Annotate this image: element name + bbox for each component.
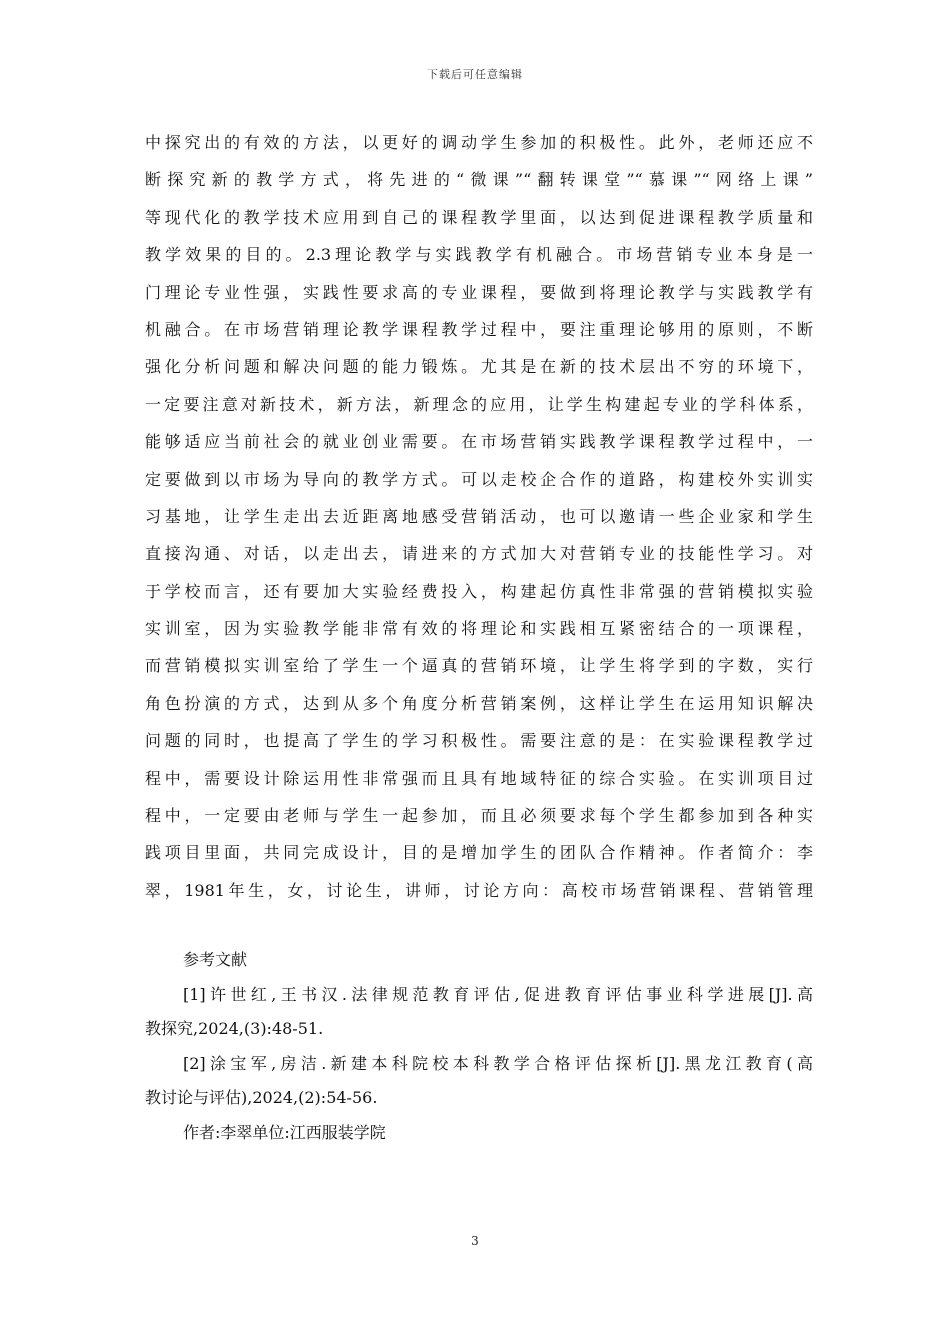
body-line: 而营销模拟实训室给了学生一个逼真的营销环境，让学生将学到的字数，实行: [145, 656, 813, 676]
body-line: 一定要注意对新技术，新方法，新理念的应用，让学生构建起专业的学科体系，: [145, 394, 813, 414]
body-line: 中探究出的有效的方法，以更好的调动学生参加的积极性。此外，老师还应不: [145, 133, 813, 152]
references-section: [145, 943, 813, 1151]
body-line: 角色扮演的方式，达到从多个角度分析营销案例，这样让学生在运用知识解决: [145, 693, 813, 713]
body-paragraph: [145, 124, 813, 909]
body-line: 程中，需要设计除运用性非常强而且具有地域特征的综合实验。在实训项目过: [145, 768, 813, 788]
author-affiliation: 作者:李翠单位:江西服装学院: [183, 1122, 386, 1142]
body-line: 能够适应当前社会的就业创业需要。在市场营销实践教学课程教学过程中，一: [145, 432, 813, 452]
body-line: 门理论专业性强，实践性要求高的专业课程，要做到将理论教学与实践教学有: [145, 282, 813, 302]
references-heading: 参考文献: [183, 950, 248, 969]
body-line: 践项目里面，共同完成设计，目的是增加学生的团队合作精神。作者简介：李: [145, 843, 813, 863]
header-note: 下载后可任意编辑: [427, 68, 523, 81]
body-line: 实训室，因为实验教学能非常有效的将理论和实践相互紧密结合的一项课程，: [145, 619, 813, 639]
body-line: 教学效果的目的。2.3理论教学与实践教学有机融合。市场营销专业本身是一: [145, 245, 813, 265]
page-number: 3: [471, 1234, 479, 1248]
body-line: 断探究新的教学方式，将先进的“微课”“翻转课堂”“慕课”“网络上课”: [145, 170, 813, 190]
reference-2-line-2: 教讨论与评估),2024,(2):54-56.: [145, 1088, 378, 1108]
reference-1-line-1: [1]许世红,王书汉.法律规范教育评估,促进教育评估事业科学进展[J].高: [183, 984, 813, 1004]
body-line: 翠，1981年生，女，讨论生，讲师，讨论方向：高校市场营销课程、营销管理: [145, 880, 813, 900]
body-line: 强化分析问题和解决问题的能力锻炼。尤其是在新的技术层出不穷的环境下，: [145, 357, 813, 377]
body-line: 机融合。在市场营销理论教学课程教学过程中，要注重理论够用的原则，不断: [145, 319, 813, 339]
reference-2-line-1: [2]涂宝军,房洁.新建本科院校本科教学合格评估探析[J].黑龙江教育(高: [183, 1053, 813, 1073]
body-line: 程中，一定要由老师与学生一起参加，而且必须要求每个学生都参加到各种实: [145, 806, 813, 826]
body-line: 直接沟通、对话，以走出去，请进来的方式加大对营销专业的技能性学习。对: [145, 544, 813, 564]
body-line: 等现代化的教学技术应用到自己的课程教学里面，以达到促进课程教学质量和: [145, 207, 813, 227]
body-line: 习基地，让学生走出去近距离地感受营销活动，也可以邀请一些企业家和学生: [145, 506, 813, 526]
body-line: 问题的同时，也提高了学生的学习积极性。需要注意的是：在实验课程教学过: [145, 731, 813, 751]
body-line: 于学校而言，还有要加大实验经费投入，构建起仿真性非常强的营销模拟实验: [145, 581, 813, 601]
body-line: 定要做到以市场为导向的教学方式。可以走校企合作的道路，构建校外实训实: [145, 469, 813, 489]
reference-1-line-2: 教探究,2024,(3):48-51.: [145, 1019, 324, 1039]
